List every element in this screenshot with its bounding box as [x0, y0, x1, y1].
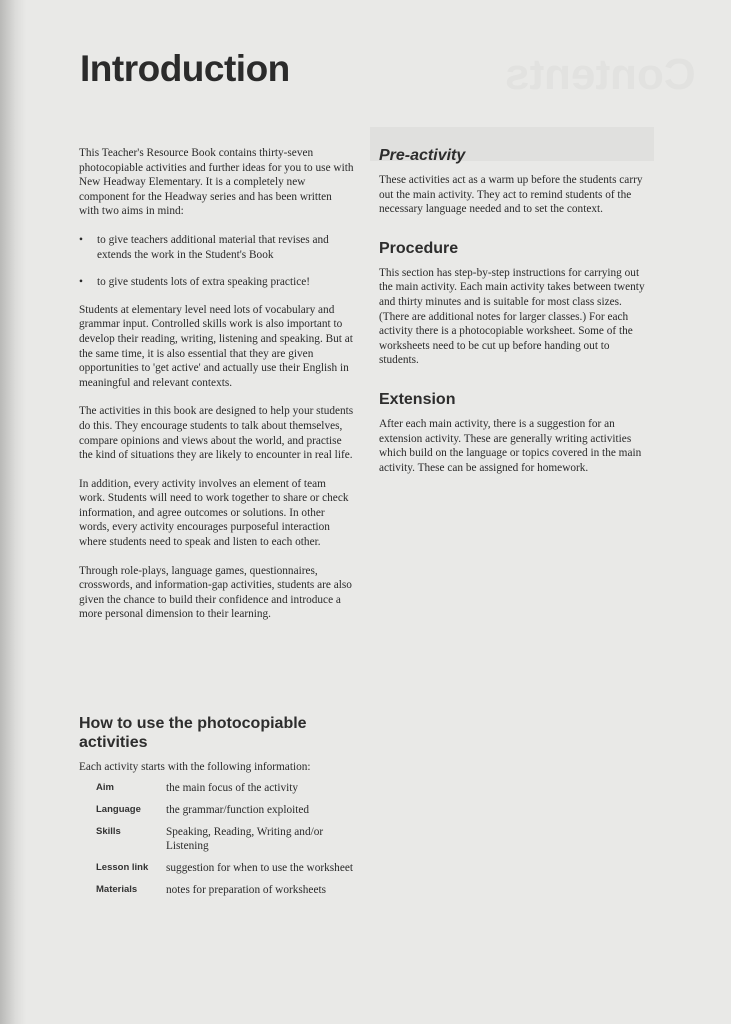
section-text: This section has step-by-step instructions for carrying out the main activity. Each main activity takes between twenty and thirty minutes and is suitable for most class sizes. (There are additional notes for larger classes.) For each activity there is a photocopiable worksheet. Some of the worksheets need to be cut up before handing out to students.: [379, 266, 645, 367]
info-key: Lesson link: [96, 861, 149, 873]
left-column: [79, 146, 354, 636]
info-key: Skills: [96, 825, 121, 837]
info-key: Language: [96, 803, 141, 815]
info-key: Aim: [96, 781, 114, 793]
book-spine-shadow: [0, 0, 26, 1024]
table-row: [96, 883, 356, 905]
aim-text: to give teachers additional material that revises and extends the work in the Student's Book: [97, 233, 329, 261]
pre-activity-section: [379, 146, 651, 217]
info-value: notes for preparation of worksheets: [166, 883, 326, 896]
table-row: [96, 781, 356, 803]
section-heading: Pre-activity: [379, 147, 466, 164]
body-paragraph: Through role-plays, language games, questionnaires, crosswords, and information-gap activities, students are also given the chance to build their confidence and introduce a more personal dimension to their learning.: [79, 564, 352, 621]
how-to-heading: How to use the photocopiable activities: [79, 715, 307, 751]
how-to-use-section: [79, 714, 359, 905]
activity-info-table: [96, 781, 356, 905]
bullet-icon: •: [79, 276, 83, 289]
section-heading: Procedure: [379, 239, 459, 257]
info-value: Speaking, Reading, Writing and/or Listening: [166, 825, 324, 852]
aims-list: [79, 233, 354, 290]
section-text: These activities act as a warm up before the students carry out the main activity. They act to remind students of the necessary language needed and to set the context.: [379, 174, 643, 216]
body-paragraph: In addition, every activity involves an element of team work. Students will need to work together to share or check information, and agree outcomes or solutions. In other words, every activity encourages purposeful interaction where students need to speak and listen to each other.: [79, 477, 349, 549]
info-value: the grammar/function exploited: [166, 803, 310, 816]
section-heading: Extension: [379, 390, 456, 408]
aim-item: [79, 233, 354, 262]
how-to-intro: Each activity starts with the following information:: [79, 761, 311, 773]
table-row: [96, 861, 356, 883]
right-column: [379, 146, 651, 497]
page-title: Introduction: [80, 48, 290, 89]
aim-item: [79, 275, 354, 290]
body-paragraph: Students at elementary level need lots of vocabulary and grammar input. Controlled skills work is also important to develop their reading, writing, listening and speaking. But at the same time, it is also essential that they are given opportunities to 'get active' and actually use their English in meaningful and relevant contexts.: [79, 303, 353, 389]
info-value: suggestion for when to use the worksheet: [166, 861, 353, 874]
table-row: [96, 825, 356, 861]
body-paragraph: The activities in this book are designed to help your students do this. They encourage students to talk about themselves, compare opinions and views about the world, and practise the kind of situations they are likely to encounter in real life.: [79, 405, 354, 462]
info-value: the main focus of the activity: [166, 781, 299, 794]
intro-paragraph: This Teacher's Resource Book contains thirty-seven photocopiable activities and further ideas for you to use with New Headway Elementary. It is a completely new component for the Headway series and has been written with two aims in mind:: [79, 147, 354, 218]
extension-section: [379, 390, 651, 475]
aim-text: to give students lots of extra speaking practice!: [97, 276, 311, 289]
section-text: After each main activity, there is a suggestion for an extension activity. These are generally writing activities which build on the language or topics covered in the main activity. These can be assigned for homework.: [379, 417, 642, 474]
bullet-icon: •: [79, 233, 83, 246]
show-through-title: Contents: [505, 50, 696, 99]
info-key: Materials: [96, 883, 138, 895]
table-row: [96, 803, 356, 825]
procedure-section: [379, 239, 651, 368]
